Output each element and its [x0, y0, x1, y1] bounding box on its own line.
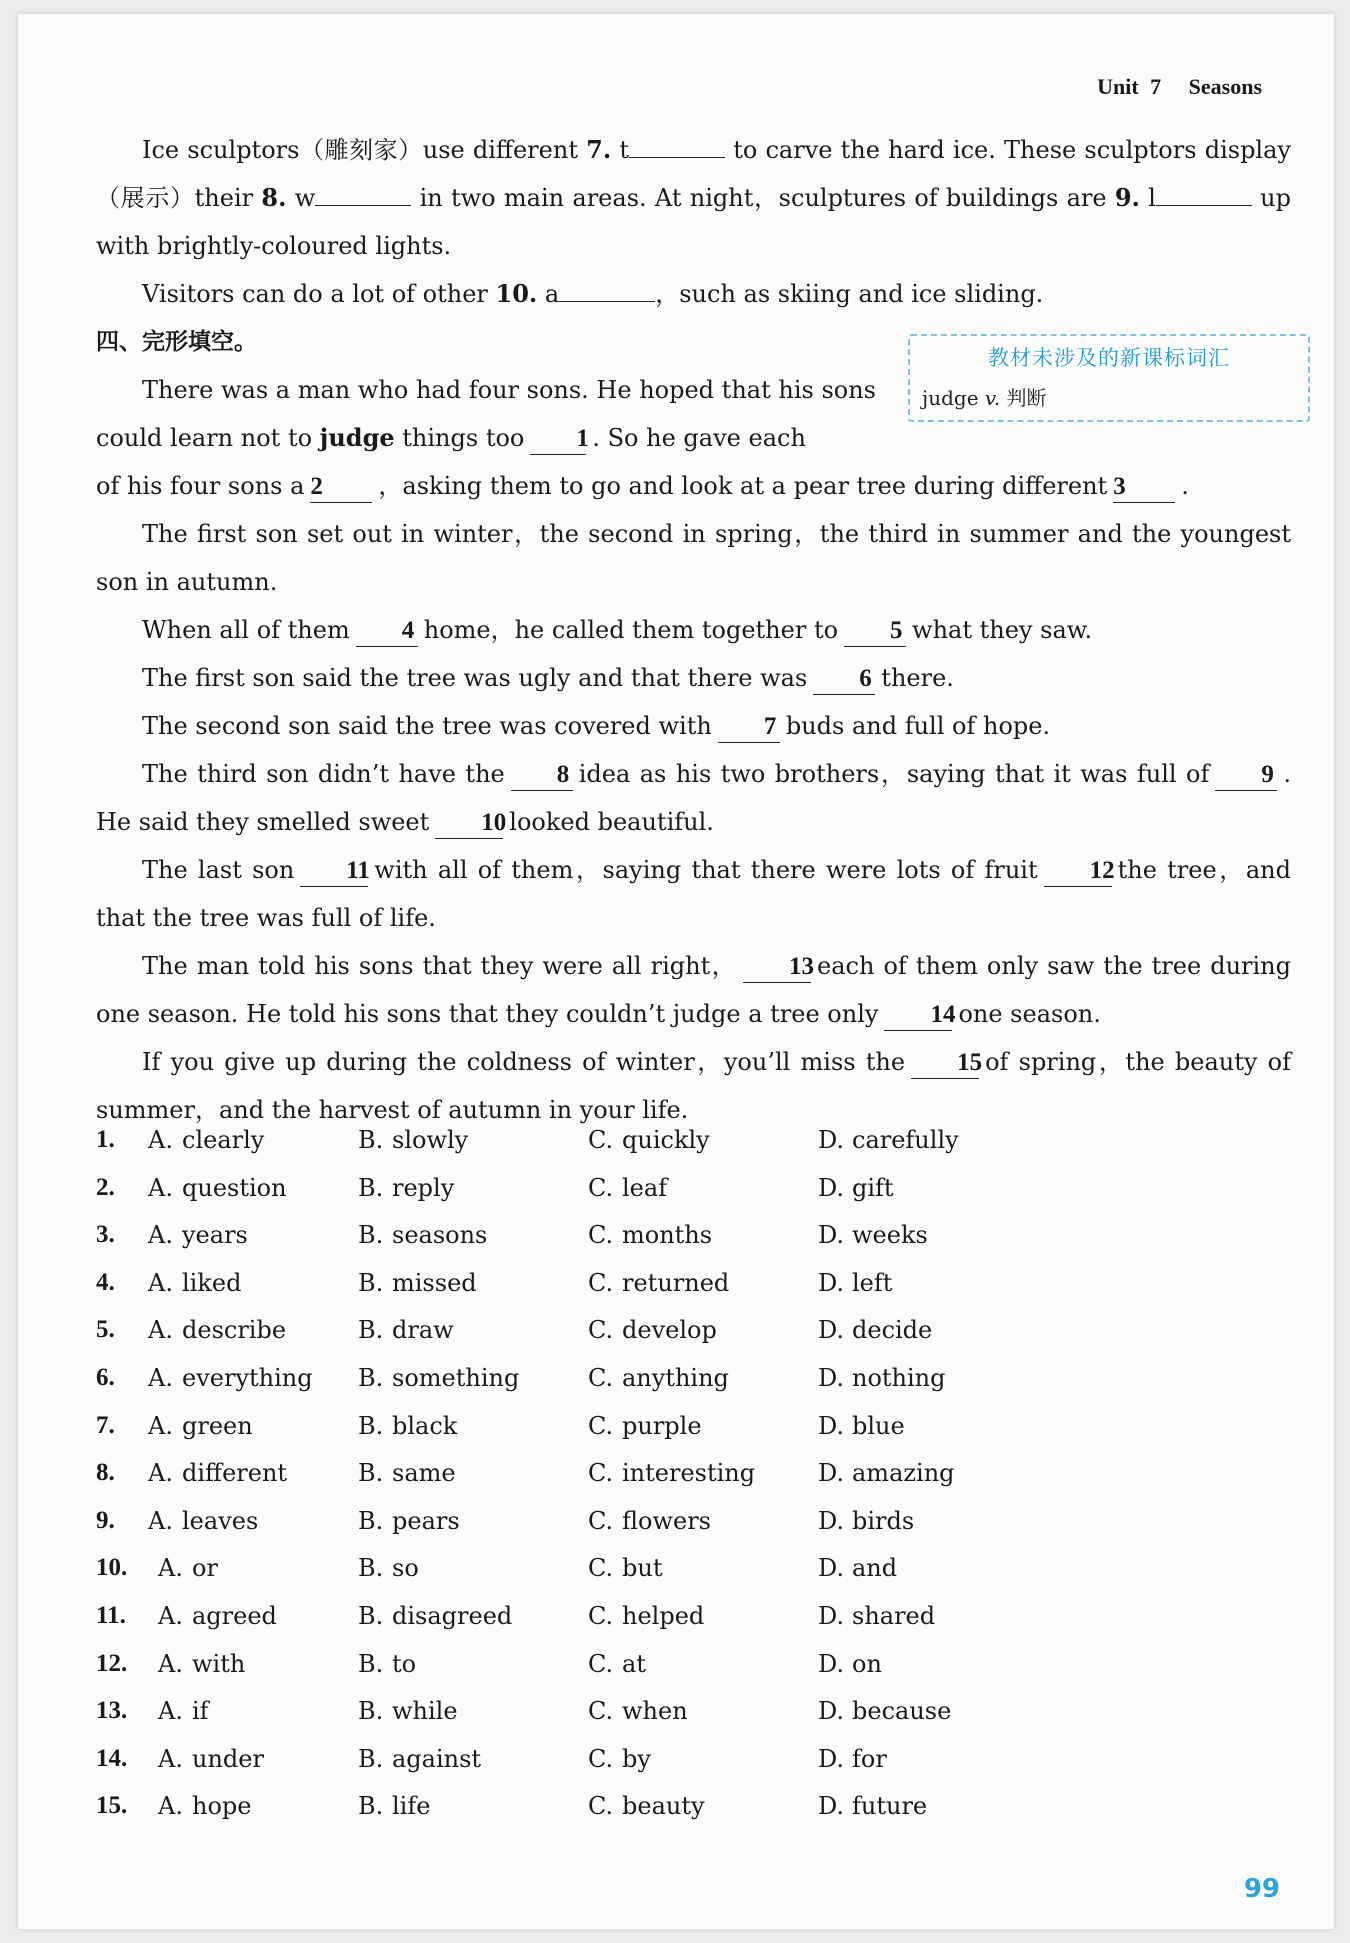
option-c[interactable] — [588, 1412, 702, 1440]
option-a[interactable] — [158, 1697, 209, 1725]
option-letter: B. — [358, 1506, 384, 1535]
option-text: liked — [182, 1268, 242, 1297]
text: looked beautiful. — [509, 808, 714, 836]
question-row — [96, 1174, 1296, 1222]
option-b[interactable] — [358, 1459, 456, 1487]
text: When all of them — [142, 616, 350, 644]
option-letter: C. — [588, 1459, 614, 1488]
option-letter: A. — [158, 1554, 183, 1583]
option-letter: D. — [818, 1173, 845, 1202]
option-letter: C. — [588, 1649, 614, 1678]
option-letter: B. — [358, 1649, 384, 1678]
question-number: 14. — [96, 1744, 128, 1772]
option-letter: A. — [158, 1744, 183, 1773]
option-d[interactable] — [818, 1459, 955, 1487]
option-letter: C. — [588, 1363, 614, 1392]
option-letter: C. — [588, 1411, 614, 1440]
text: to carve the hard ice. These sculptors display（展示）their — [96, 136, 1291, 212]
option-letter: D. — [818, 1601, 845, 1630]
option-letter: D. — [818, 1649, 845, 1678]
text: with all of them，saying that there were lots of fruit — [374, 856, 1038, 884]
option-text: draw — [392, 1316, 454, 1345]
option-b[interactable] — [358, 1364, 519, 1392]
question-row — [96, 1554, 1296, 1602]
cloze-blank[interactable]: 15 — [911, 1048, 979, 1079]
option-letter: D. — [818, 1363, 845, 1392]
cloze-paragraph — [96, 702, 1291, 750]
option-letter: D. — [818, 1316, 845, 1345]
option-letter: B. — [358, 1316, 384, 1345]
option-b[interactable] — [358, 1126, 468, 1154]
question-number: 11. — [96, 1601, 126, 1629]
text: . He said they smelled sweet — [96, 760, 1291, 836]
option-text: describe — [182, 1316, 287, 1345]
vocab-word: judge — [922, 386, 979, 410]
option-d[interactable] — [818, 1126, 959, 1154]
option-text: everything — [182, 1363, 313, 1392]
text: t — [611, 136, 630, 164]
option-text: same — [392, 1459, 456, 1488]
text: The last son — [142, 856, 295, 884]
question-number: 10. — [96, 1554, 128, 1582]
text: of spring，the beauty of summer，and the harvest of autumn in your life. — [96, 1048, 1292, 1124]
option-letter: C. — [588, 1744, 614, 1773]
option-text: weeks — [852, 1221, 928, 1250]
cloze-blank[interactable]: 11 — [300, 856, 368, 887]
question-row — [96, 1507, 1296, 1555]
question-row — [96, 1364, 1296, 1412]
text: there. — [881, 664, 954, 692]
text: The second son said the tree was covered with — [142, 712, 712, 740]
section-title: 四、完形填空。 — [96, 329, 257, 355]
option-letter: D. — [818, 1554, 845, 1583]
option-letter: C. — [588, 1601, 614, 1630]
cloze-blank[interactable]: 5 — [844, 616, 906, 647]
option-c[interactable] — [588, 1792, 705, 1820]
option-text: question — [182, 1173, 287, 1202]
option-text: with — [192, 1649, 246, 1678]
option-text: slowly — [392, 1126, 469, 1154]
option-letter: A. — [148, 1268, 173, 1297]
option-d[interactable] — [818, 1554, 897, 1582]
answer-blank[interactable] — [629, 157, 725, 158]
question-row — [96, 1269, 1296, 1317]
question-number: 8. — [261, 183, 287, 212]
option-text: future — [852, 1792, 928, 1821]
text: idea as his two brothers，saying that it was full of — [578, 760, 1210, 788]
option-text: interesting — [622, 1459, 756, 1488]
cloze-paragraph — [96, 462, 1291, 510]
option-text: reply — [392, 1173, 455, 1202]
question-number: 9. — [1114, 183, 1140, 212]
question-row — [96, 1221, 1296, 1269]
question-row — [96, 1792, 1296, 1840]
option-b[interactable] — [358, 1316, 454, 1344]
option-letter: B. — [358, 1792, 384, 1821]
question-options-list — [96, 1126, 1296, 1840]
option-letter: B. — [358, 1126, 384, 1154]
cloze-paragraph — [96, 1038, 1291, 1134]
text: If you give up during the coldness of winter，you’ll miss the — [142, 1048, 906, 1076]
question-number: 15. — [96, 1792, 128, 1820]
option-c[interactable] — [588, 1745, 651, 1773]
option-text: or — [192, 1554, 218, 1583]
option-letter: A. — [158, 1697, 183, 1726]
question-row — [96, 1602, 1296, 1650]
option-text: life — [392, 1792, 431, 1821]
page-number: 99 — [1243, 1874, 1280, 1904]
option-text: pears — [392, 1506, 460, 1535]
option-b[interactable] — [358, 1602, 512, 1630]
answer-blank[interactable] — [1156, 205, 1252, 206]
option-d[interactable] — [818, 1316, 932, 1344]
option-text: returned — [622, 1268, 730, 1297]
option-a[interactable] — [148, 1126, 264, 1154]
option-c[interactable] — [588, 1507, 711, 1535]
option-text: because — [852, 1697, 952, 1726]
option-text: at — [622, 1649, 646, 1678]
option-b[interactable] — [358, 1792, 430, 1820]
question-number: 13. — [96, 1697, 128, 1725]
option-letter: A. — [148, 1173, 173, 1202]
option-text: seasons — [392, 1221, 488, 1250]
option-letter: C. — [588, 1221, 614, 1250]
option-text: under — [192, 1744, 264, 1773]
option-letter: D. — [818, 1744, 845, 1773]
option-text: disagreed — [392, 1601, 513, 1630]
option-text: for — [852, 1744, 887, 1773]
option-b[interactable] — [358, 1507, 460, 1535]
option-text: flowers — [622, 1506, 711, 1535]
text: things too — [394, 424, 525, 452]
option-b[interactable] — [358, 1269, 477, 1297]
option-letter: D. — [818, 1506, 845, 1535]
option-text: when — [622, 1697, 688, 1726]
vocab-note-title: 教材未涉及的新课标词汇 — [988, 346, 1230, 370]
option-c[interactable] — [588, 1174, 667, 1202]
option-letter: B. — [358, 1697, 384, 1726]
question-row — [96, 1650, 1296, 1698]
text: a — [537, 280, 560, 308]
cloze-paragraph: The first son set out in winter，the second in spring，the third in summer and the youngest son in autumn. — [96, 520, 1291, 596]
option-letter: C. — [588, 1792, 614, 1821]
option-letter: D. — [818, 1268, 845, 1297]
option-letter: B. — [358, 1173, 384, 1202]
answer-blank[interactable] — [559, 301, 655, 302]
option-text: develop — [622, 1316, 717, 1345]
option-text: missed — [392, 1268, 477, 1297]
option-letter: A. — [158, 1649, 183, 1678]
option-a[interactable] — [148, 1316, 286, 1344]
option-text: leaves — [182, 1506, 259, 1535]
cloze-paragraph — [96, 606, 1291, 654]
text: what they saw. — [912, 616, 1093, 644]
option-letter: A. — [148, 1221, 173, 1250]
option-d[interactable] — [818, 1412, 905, 1440]
option-text: if — [192, 1697, 209, 1726]
question-row — [96, 1745, 1296, 1793]
option-text: hope — [192, 1792, 252, 1821]
option-text: agreed — [192, 1601, 277, 1630]
option-a[interactable] — [148, 1412, 253, 1440]
option-text: beauty — [622, 1792, 705, 1821]
cloze-blank[interactable]: 8 — [511, 760, 573, 791]
option-text: nothing — [852, 1363, 946, 1392]
option-text: and — [852, 1554, 898, 1583]
cloze-blank[interactable]: 9 — [1215, 760, 1277, 791]
question-row — [96, 1126, 1296, 1174]
option-c[interactable] — [588, 1364, 729, 1392]
question-number: 7. — [586, 135, 612, 164]
option-a[interactable] — [158, 1602, 277, 1630]
question-number: 6. — [96, 1363, 115, 1391]
cloze-blank[interactable]: 2 — [310, 472, 372, 503]
option-text: months — [622, 1221, 713, 1250]
option-a[interactable] — [148, 1459, 287, 1487]
option-letter: B. — [358, 1363, 384, 1392]
text: home，he called them together to — [423, 616, 839, 644]
option-text: anything — [622, 1363, 729, 1392]
vocab-meaning: 判断 — [1006, 386, 1047, 410]
cloze-paragraph — [96, 942, 1291, 1038]
question-number: 1. — [96, 1126, 115, 1153]
option-text: left — [852, 1268, 893, 1297]
cloze-blank[interactable]: 13 — [743, 952, 811, 983]
option-d[interactable] — [818, 1221, 928, 1249]
option-letter: D. — [818, 1126, 845, 1154]
option-d[interactable] — [818, 1745, 887, 1773]
text: the tree，and that the tree was full of life. — [96, 856, 1291, 932]
text: The third son didn’t have the — [142, 760, 505, 788]
text: . — [1181, 472, 1189, 500]
option-c[interactable] — [588, 1554, 662, 1582]
workbook-page — [18, 14, 1334, 1929]
option-letter: C. — [588, 1697, 614, 1726]
passage-paragraph — [96, 126, 1291, 270]
cloze-paragraph — [96, 750, 1291, 846]
question-number: 2. — [96, 1173, 115, 1201]
option-letter: A. — [148, 1363, 173, 1392]
question-row — [96, 1412, 1296, 1460]
option-text: different — [182, 1459, 288, 1488]
option-a[interactable] — [158, 1792, 251, 1820]
option-b[interactable] — [358, 1412, 457, 1440]
option-text: amazing — [852, 1459, 955, 1488]
option-c[interactable] — [588, 1697, 688, 1725]
option-a[interactable] — [148, 1221, 248, 1249]
cloze-paragraph — [96, 846, 1291, 942]
option-text: gift — [852, 1173, 894, 1202]
option-letter: D. — [818, 1792, 845, 1821]
option-c[interactable] — [588, 1126, 710, 1154]
cloze-blank[interactable]: 6 — [813, 664, 875, 695]
option-letter: D. — [818, 1459, 845, 1488]
text: There was a man who had four sons. He hoped that his sons could learn not to — [96, 376, 876, 452]
option-letter: A. — [148, 1506, 173, 1535]
text: . So he gave each — [592, 424, 806, 452]
option-a[interactable] — [148, 1174, 287, 1202]
bold-word: judge — [319, 423, 395, 452]
text: l — [1139, 184, 1156, 212]
text: ，asking them to go and look at a pear tree during different — [378, 472, 1108, 500]
option-text: purple — [622, 1411, 702, 1440]
text: in two main areas. At night，sculptures of buildings are — [411, 184, 1115, 212]
question-number: 5. — [96, 1316, 115, 1344]
cloze-blank[interactable]: 3 — [1113, 472, 1175, 503]
vocab-note-box — [908, 334, 1310, 422]
option-letter: B. — [358, 1411, 384, 1440]
option-b[interactable] — [358, 1650, 416, 1678]
option-text: green — [182, 1411, 253, 1440]
passage-paragraph — [96, 270, 1291, 318]
option-text: black — [392, 1411, 458, 1440]
unit-title: Seasons — [1188, 74, 1262, 99]
option-letter: B. — [358, 1221, 384, 1250]
option-text: so — [392, 1554, 419, 1583]
text: of his four sons a — [96, 472, 305, 500]
option-b[interactable] — [358, 1221, 487, 1249]
option-text: carefully — [852, 1126, 959, 1154]
option-text: to — [392, 1649, 417, 1678]
option-letter: C. — [588, 1126, 614, 1154]
option-a[interactable] — [158, 1554, 218, 1582]
option-c[interactable] — [588, 1269, 729, 1297]
question-number: 7. — [96, 1411, 115, 1439]
option-c[interactable] — [588, 1602, 704, 1630]
page-content — [96, 126, 1291, 1134]
question-row — [96, 1697, 1296, 1745]
option-b[interactable] — [358, 1174, 454, 1202]
option-letter: D. — [818, 1411, 845, 1440]
option-text: blue — [852, 1411, 905, 1440]
text: one season. — [958, 1000, 1101, 1028]
option-d[interactable] — [818, 1364, 946, 1392]
option-b[interactable] — [358, 1697, 458, 1725]
option-c[interactable] — [588, 1316, 717, 1344]
option-letter: B. — [358, 1601, 384, 1630]
vocab-entry — [922, 382, 1047, 411]
option-letter: C. — [588, 1316, 614, 1345]
option-b[interactable] — [358, 1554, 419, 1582]
option-letter: B. — [358, 1744, 384, 1773]
cloze-blank[interactable]: 12 — [1044, 856, 1112, 887]
option-text: quickly — [622, 1126, 710, 1154]
option-text: but — [622, 1554, 663, 1583]
option-a[interactable] — [148, 1507, 258, 1535]
option-letter: A. — [158, 1601, 183, 1630]
option-letter: C. — [588, 1268, 614, 1297]
option-c[interactable] — [588, 1221, 712, 1249]
option-a[interactable] — [158, 1650, 245, 1678]
option-d[interactable] — [818, 1602, 935, 1630]
question-row — [96, 1316, 1296, 1364]
cloze-blank[interactable]: 10 — [435, 808, 503, 839]
option-letter: A. — [148, 1459, 173, 1488]
option-letter: D. — [818, 1697, 845, 1726]
option-text: shared — [852, 1601, 936, 1630]
option-d[interactable] — [818, 1507, 914, 1535]
text: Visitors can do a lot of other — [142, 280, 496, 308]
cloze-blank[interactable]: 1 — [530, 424, 586, 455]
option-c[interactable] — [588, 1650, 646, 1678]
option-text: against — [392, 1744, 482, 1773]
option-a[interactable] — [158, 1745, 264, 1773]
option-letter: A. — [148, 1411, 173, 1440]
text: The man told his sons that they were all right， — [142, 952, 738, 980]
option-letter: C. — [588, 1506, 614, 1535]
option-text: something — [392, 1363, 520, 1392]
option-text: while — [392, 1697, 458, 1726]
cloze-paragraph — [96, 654, 1291, 702]
option-letter: C. — [588, 1554, 614, 1583]
question-number: 8. — [96, 1459, 115, 1487]
option-text: decide — [852, 1316, 933, 1345]
cloze-blank[interactable]: 4 — [356, 616, 418, 647]
cloze-blank[interactable]: 14 — [884, 1000, 952, 1031]
option-text: clearly — [182, 1126, 265, 1154]
option-letter: A. — [158, 1792, 183, 1821]
text: each of them only saw the tree during one season. He told his sons that they couldn’t judge a tree only — [96, 952, 1291, 1028]
text: ，such as skiing and ice sliding. — [655, 280, 1044, 308]
text: w — [286, 184, 316, 212]
option-letter: B. — [358, 1459, 384, 1488]
option-text: by — [622, 1744, 651, 1773]
option-letter: A. — [148, 1316, 173, 1345]
option-d[interactable] — [818, 1269, 892, 1297]
option-text: years — [182, 1221, 248, 1250]
question-row — [96, 1459, 1296, 1507]
text: Ice sculptors（雕刻家）use different — [142, 136, 587, 164]
question-number: 12. — [96, 1649, 128, 1677]
option-a[interactable] — [148, 1364, 313, 1392]
option-d[interactable] — [818, 1697, 951, 1725]
option-letter: B. — [358, 1554, 384, 1583]
question-number: 4. — [96, 1268, 115, 1296]
option-d[interactable] — [818, 1174, 894, 1202]
vocab-pos: v. — [984, 386, 1001, 410]
option-c[interactable] — [588, 1459, 755, 1487]
option-letter: C. — [588, 1173, 614, 1202]
option-a[interactable] — [148, 1269, 241, 1297]
text: buds and full of hope. — [785, 712, 1051, 740]
text: up with brightly-coloured lights. — [96, 184, 1291, 260]
cloze-blank[interactable]: 7 — [718, 712, 780, 743]
question-number: 9. — [96, 1506, 115, 1534]
question-number: 10. — [495, 279, 538, 308]
option-letter: A. — [148, 1126, 173, 1154]
cloze-paragraph — [96, 366, 876, 462]
option-text: birds — [852, 1506, 915, 1535]
option-text: leaf — [622, 1173, 668, 1202]
option-d[interactable] — [818, 1650, 882, 1678]
page-header — [1097, 74, 1262, 100]
question-number: 3. — [96, 1221, 115, 1249]
option-d[interactable] — [818, 1792, 927, 1820]
option-b[interactable] — [358, 1745, 481, 1773]
option-text: helped — [622, 1601, 705, 1630]
option-letter: D. — [818, 1221, 845, 1250]
answer-blank[interactable] — [315, 205, 411, 206]
unit-label: Unit 7 — [1097, 74, 1162, 99]
text: The first son said the tree was ugly and that there was — [142, 664, 808, 692]
option-letter: B. — [358, 1268, 384, 1297]
option-text: on — [852, 1649, 882, 1678]
